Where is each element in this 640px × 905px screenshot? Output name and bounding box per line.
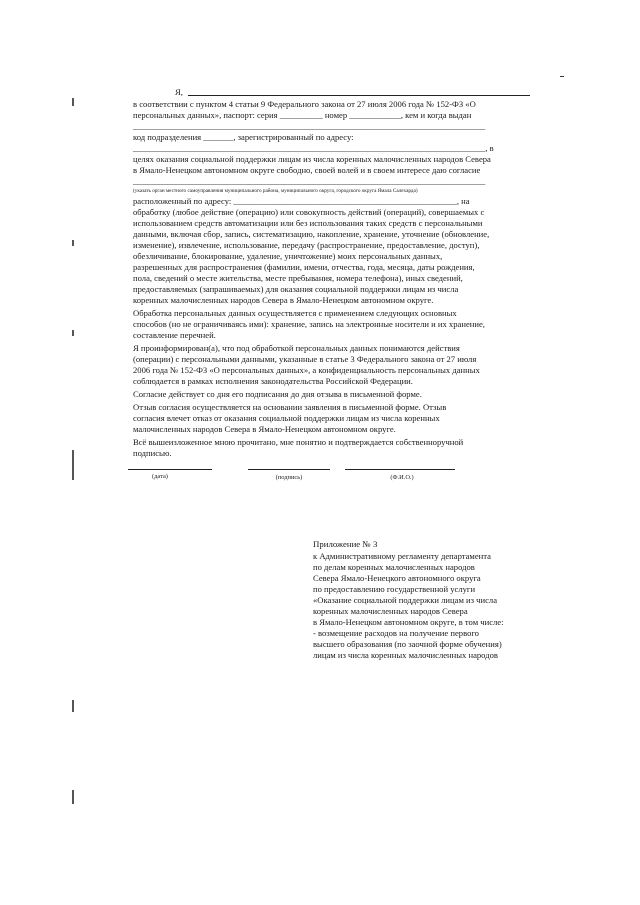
name-line — [345, 469, 455, 470]
text-line: персональных данных», паспорт: серия __________ номер ____________, кем и когда выдан — [133, 110, 472, 120]
text-line: Я проинформирован(а), что под обработкой персональных данных понимаются действия — [133, 343, 460, 353]
date-caption: (дата) — [152, 473, 168, 480]
text-line: __________________________________________________________________________________ — [133, 176, 486, 186]
text-line: согласия влечет отказ от оказания социальной поддержки лицам из числа коренных — [133, 413, 440, 423]
appendix-line: в Ямало-Ненецком автономном округе, в том числе: — [313, 617, 504, 627]
appendix-line: по делам коренных малочисленных народов — [313, 562, 475, 572]
text-line: Отзыв согласия осуществляется на основании заявления в письменной форме. Отзыв — [133, 402, 447, 412]
appendix-line: высшего образования (по заочной форме обучения) — [313, 639, 502, 649]
text-line: Согласие действует со дня его подписания до дня отзыва в письменной форме. — [133, 389, 422, 399]
text-line: данными, включая сбор, запись, систематизацию, накопление, хранение, уточнение (обновление, — [133, 229, 490, 239]
text-line: расположенный по адресу: ____________________________________________________, на — [133, 196, 470, 206]
text-line: Всё вышеизложенное мною прочитано, мне понятно и подтверждается собственноручной — [133, 437, 464, 447]
text-line: (операции) с персональными данными, указанные в статье 3 Федерального закона от 27 июля — [133, 354, 477, 364]
text-line: в Ямало-Ненецком автономном округе свободно, своей волей и в своем интересе даю согласие — [133, 165, 481, 175]
appendix-line: Севера Ямало-Ненецкого автономного округа — [313, 573, 481, 583]
scan-edge-mark — [72, 240, 74, 246]
hint-caption: (указать орган местного самоуправления муниципального района, муниципального округа, городского округа Ямала Салехарда) — [133, 188, 418, 194]
text-line: __________________________________________________________________________________, в — [133, 143, 494, 153]
appendix-title: Приложение № 3 — [313, 539, 378, 549]
date-line — [128, 469, 212, 470]
scan-edge-mark — [72, 98, 74, 106]
text-line: составление перечней. — [133, 330, 216, 340]
text-line: использованием средств автоматизации или без использования таких средств с персональными — [133, 218, 483, 228]
scan-edge-mark — [560, 76, 564, 77]
text-line: __________________________________________________________________________________ — [133, 121, 486, 131]
scan-edge-mark — [72, 790, 74, 804]
text-line: целях оказания социальной поддержки лицам из числа коренных малочисленных народов Севера — [133, 154, 491, 164]
appendix-line: к Административному регламенту департамента — [313, 551, 491, 561]
text-line: коренных малочисленных народов Севера в Ямало-Ненецком автономном округе. — [133, 295, 434, 305]
text-line: в соответствии с пунктом 4 статьи 9 Федерального закона от 27 июля 2006 года № 152-ФЗ «О — [133, 99, 476, 109]
signature-line — [248, 469, 330, 470]
appendix-line: «Оказание социальной поддержки лицам из числа — [313, 595, 498, 605]
appendix-line: по предоставлению государственной услуги — [313, 584, 476, 594]
scan-edge-mark — [72, 330, 74, 336]
appendix-line: - возмещение расходов на получение первого — [313, 628, 479, 638]
appendix-line: коренных малочисленных народов Севера — [313, 606, 468, 616]
name-caption: (Ф.И.О.) — [390, 474, 414, 481]
text-line: способов (но не ограничиваясь ими): хранение, запись на электронные носители и их хранение, — [133, 319, 485, 329]
scan-edge-mark — [72, 450, 74, 480]
scan-edge-mark — [72, 700, 74, 712]
text-line: обработку (любое действие (операцию) или совокупность действий (операций), совершаемых с — [133, 207, 485, 217]
text-line: код подразделения _______, зарегистрированный по адресу: — [133, 132, 354, 142]
text-line: обезличивание, блокирование, удаление, уничтожение) моих персональных данных, — [133, 251, 443, 261]
text-line: предоставляемых (запрашиваемых) для оказания социальной поддержки лицам из числа — [133, 284, 459, 294]
appendix-line: лицам из числа коренных малочисленных народов — [313, 650, 498, 660]
text-line: подписью. — [133, 448, 172, 458]
signature-caption: (подпись) — [275, 474, 303, 481]
text-line: изменение), извлечение, использование, передачу (распространение, предоставление, доступ), — [133, 240, 480, 250]
text-line: пола, сведений о месте жительства, месте пребывания, номера телефона), иных сведений, — [133, 273, 463, 283]
text-line: Я, — [175, 87, 183, 97]
text-line: разрешенных для распространения (фамилии, имени, отчества, года, месяца, даты рождения, — [133, 262, 475, 272]
text-line: Обработка персональных данных осуществляется с применением следующих основных — [133, 308, 457, 318]
fill-line — [188, 95, 530, 96]
text-line: соблюдается в рамках исполнения законодательства Российской Федерации. — [133, 376, 413, 386]
text-line: 2006 года № 152-ФЗ «О персональных данных», а конфиденциальность персональных данных — [133, 365, 480, 375]
text-line: малочисленных народов Севера в Ямало-Ненецком автономном округе. — [133, 424, 396, 434]
